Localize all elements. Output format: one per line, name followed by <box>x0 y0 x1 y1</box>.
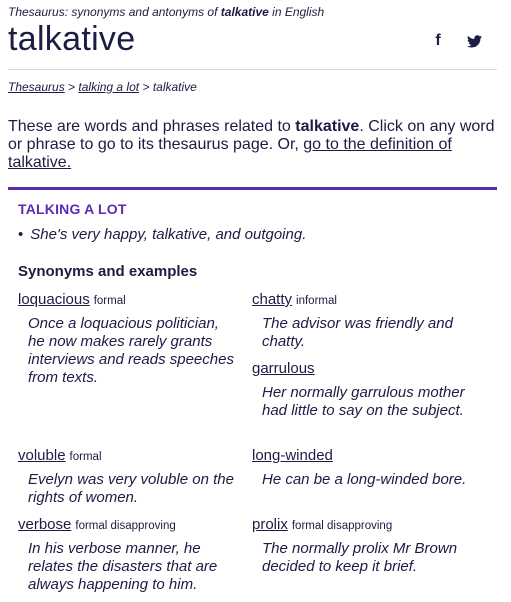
page-subtitle <box>8 5 324 19</box>
sense-title: TALKING A LOT <box>18 201 127 217</box>
synonym-example: Once a loquacious politician, he now makes rarely grants interviews and reads speeches from texts. <box>28 315 234 386</box>
synonym-entry <box>252 360 472 420</box>
subtitle-suffix: in English <box>268 5 325 19</box>
breadcrumb-separator: > <box>142 80 150 94</box>
sense-example <box>18 226 306 243</box>
intro-word: talkative <box>295 118 360 135</box>
synonym-link[interactable]: verbose <box>18 516 72 533</box>
synonym-link[interactable]: garrulous <box>252 360 315 377</box>
twitter-icon <box>467 35 482 48</box>
twitter-share-button[interactable] <box>466 33 482 49</box>
synonym-entry <box>252 447 472 489</box>
synonym-example: Her normally garrulous mother had little to say on the subject. <box>262 384 465 419</box>
synonym-link[interactable]: voluble <box>18 447 66 464</box>
facebook-icon: f <box>435 32 441 49</box>
subtitle-prefix: Thesaurus: synonyms and antonyms of <box>8 5 221 19</box>
header-divider <box>8 69 497 70</box>
synonym-example: He can be a long-winded bore. <box>262 471 467 488</box>
intro-paragraph <box>8 118 500 172</box>
register-label: formal <box>93 295 126 307</box>
bullet: • <box>18 226 24 243</box>
synonym-example: In his verbose manner, he relates the disasters that are always happening to him. <box>28 540 218 593</box>
register-label: formal disapproving <box>75 520 176 532</box>
synonym-link[interactable]: loquacious <box>18 291 90 308</box>
intro-text-after: . Click on any word or phrase to go to its thesaurus page. Or, <box>8 118 495 153</box>
synonym-example: Evelyn was very voluble on the rights of women. <box>28 471 234 506</box>
intro-text-before: These are words and phrases related to <box>8 118 296 135</box>
synonym-entry <box>18 447 238 507</box>
sense-example-text: She's very happy, talkative, and outgoing. <box>30 226 307 243</box>
facebook-share-button[interactable] <box>430 33 446 49</box>
section-divider <box>8 187 497 190</box>
synonym-example: The normally prolix Mr Brown decided to keep it brief. <box>262 540 458 575</box>
register-label: formal <box>69 451 102 463</box>
breadcrumb <box>8 80 197 94</box>
synonym-entry <box>18 516 238 594</box>
synonym-example: The advisor was friendly and chatty. <box>262 315 453 350</box>
breadcrumb-current: talkative <box>152 80 197 94</box>
synonym-link[interactable]: chatty <box>252 291 293 308</box>
synonym-entry <box>18 291 238 387</box>
synonyms-heading: Synonyms and examples <box>18 263 198 280</box>
register-label: formal disapproving <box>291 520 393 532</box>
breadcrumb-link-talking-a-lot[interactable]: talking a lot <box>78 80 140 94</box>
page-title: talkative <box>8 20 136 58</box>
synonym-link[interactable]: long-winded <box>252 447 333 464</box>
synonym-link[interactable]: prolix <box>252 516 288 533</box>
synonym-entry <box>252 516 472 576</box>
register-label: informal <box>296 295 337 307</box>
definition-link[interactable]: go to the definition of talkative. <box>8 136 452 171</box>
breadcrumb-separator: > <box>68 80 76 94</box>
breadcrumb-link-thesaurus[interactable]: Thesaurus <box>8 80 65 94</box>
synonym-entry <box>252 291 472 351</box>
subtitle-word: talkative <box>220 5 269 19</box>
